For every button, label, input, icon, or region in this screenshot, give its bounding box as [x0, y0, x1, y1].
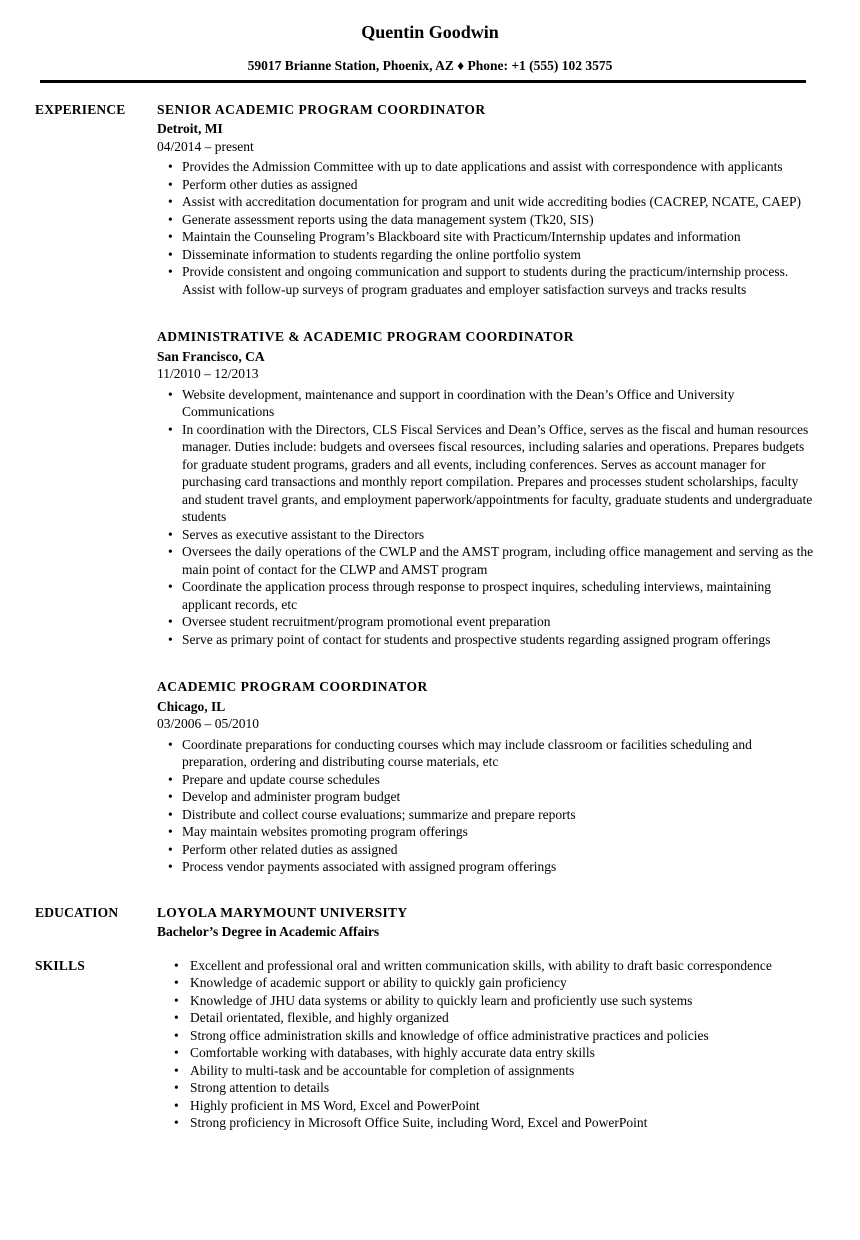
job-bullet-list — [157, 158, 818, 298]
job-location: Detroit, MI — [157, 121, 223, 137]
contact-line: 59017 Brianne Station, Phoenix, AZ ♦ Phone: +1 (555) 102 3575 — [247, 57, 613, 73]
experience-label: EXPERIENCE — [35, 101, 126, 117]
skills-label: SKILLS — [35, 957, 85, 973]
skill-bullet: • Strong proficiency in Microsoft Office Suite, including Word, Excel and PowerPoint — [157, 1114, 818, 1132]
job-bullet: • Perform other duties as assigned — [157, 176, 818, 194]
job-location: Chicago, IL — [157, 698, 226, 714]
job-bullet: • Generate assessment reports using the data management system (Tk20, SIS) — [157, 211, 818, 229]
job-bullet: • Disseminate information to students regarding the online portfolio system — [157, 246, 818, 264]
job-bullet: • Distribute and collect course evaluations; summarize and prepare reports — [157, 806, 818, 824]
job-entry — [157, 328, 818, 648]
experience-content — [157, 101, 860, 876]
job-entry — [157, 101, 818, 299]
skill-bullet: • Excellent and professional oral and written communication skills, with ability to draft basic correspondence — [157, 957, 818, 975]
resume-body — [0, 83, 860, 1132]
job-dates: 04/2014 – present — [157, 138, 254, 154]
skill-bullet: • Strong office administration skills and knowledge of office administrative practices and policies — [157, 1027, 818, 1045]
job-bullet: • Process vendor payments associated with assigned program offerings — [157, 858, 818, 876]
job-bullet: • Website development, maintenance and support in coordination with the Dean’s Office and University Communications — [157, 386, 818, 421]
skills-section — [0, 957, 860, 1132]
job-dates: 11/2010 – 12/2013 — [157, 366, 259, 382]
job-bullet: • Develop and administer program budget — [157, 788, 818, 806]
job-bullet-list — [157, 386, 818, 649]
job-bullet: • Coordinate the application process through response to prospect inquires, scheduling interviews, maintaining applicant records, etc — [157, 578, 818, 613]
education-section — [0, 904, 860, 941]
job-entry — [157, 678, 818, 876]
skill-bullet: • Knowledge of academic support or ability to quickly gain proficiency — [157, 974, 818, 992]
resume-header — [0, 0, 860, 74]
job-title: ADMINISTRATIVE & ACADEMIC PROGRAM COORDINATOR — [157, 329, 575, 345]
school-name: LOYOLA MARYMOUNT UNIVERSITY — [157, 904, 408, 920]
job-bullet: • Oversees the daily operations of the CWLP and the AMST program, including office management and serving as the main point of contact for the CLWP and AMST program — [157, 543, 818, 578]
job-bullet: • Maintain the Counseling Program’s Blackboard site with Practicum/Internship updates and information — [157, 228, 818, 246]
job-bullet: • May maintain websites promoting program offerings — [157, 823, 818, 841]
skills-list — [157, 957, 818, 1132]
job-dates: 03/2006 – 05/2010 — [157, 716, 260, 732]
skills-content — [157, 957, 860, 1132]
job-title: ACADEMIC PROGRAM COORDINATOR — [157, 679, 428, 695]
job-bullet: • Coordinate preparations for conducting courses which may include classroom or facilities scheduling and preparation, ordering and distributing course materials, etc — [157, 736, 818, 771]
experience-section — [0, 101, 860, 876]
job-location: San Francisco, CA — [157, 348, 265, 364]
job-bullet: • Provide consistent and ongoing communication and support to students during the practicum/internship process. Assist with follow-up surveys of program graduates and employer satisfaction surveys and tracks results — [157, 263, 818, 298]
job-bullet: • Serves as executive assistant to the Directors — [157, 526, 818, 544]
job-title: SENIOR ACADEMIC PROGRAM COORDINATOR — [157, 101, 486, 117]
job-bullet: • Assist with accreditation documentation for program and unit wide accrediting bodies (CACREP, NCATE, CAEP) — [157, 193, 818, 211]
degree-name: Bachelor’s Degree in Academic Affairs — [157, 924, 380, 940]
skill-bullet: • Strong attention to details — [157, 1079, 818, 1097]
education-label: EDUCATION — [35, 904, 119, 920]
education-content — [157, 904, 860, 941]
candidate-name: Quentin Goodwin — [361, 22, 499, 42]
job-bullet: • Prepare and update course schedules — [157, 771, 818, 789]
job-bullet: • Serve as primary point of contact for students and prospective students regarding assigned program offerings — [157, 631, 818, 649]
job-bullet: • Perform other related duties as assigned — [157, 841, 818, 859]
skill-bullet: • Detail orientated, flexible, and highly organized — [157, 1009, 818, 1027]
job-bullet: • Provides the Admission Committee with up to date applications and assist with correspondence with applicants — [157, 158, 818, 176]
skill-bullet: • Highly proficient in MS Word, Excel and PowerPoint — [157, 1097, 818, 1115]
skill-bullet: • Ability to multi-task and be accountable for completion of assignments — [157, 1062, 818, 1080]
job-bullet: • In coordination with the Directors, CLS Fiscal Services and Dean’s Office, serves as the fiscal and human resources manager. Duties include: budgets and oversees fiscal resources, including salaries and operations. Prepares budgets for graduate student programs, graders and all events, including conferences. Serves as account manager for purchasing card transactions and monthly report compilation. Prepares and processes student scholarships, faculty and student travel grants, and employment paperwork/appointments for faculty, graduate students and undergraduate students — [157, 421, 818, 526]
skill-bullet: • Knowledge of JHU data systems or ability to quickly learn and proficiently use such systems — [157, 992, 818, 1010]
skill-bullet: • Comfortable working with databases, with highly accurate data entry skills — [157, 1044, 818, 1062]
job-bullet: • Oversee student recruitment/program promotional event preparation — [157, 613, 818, 631]
job-bullet-list — [157, 736, 818, 876]
